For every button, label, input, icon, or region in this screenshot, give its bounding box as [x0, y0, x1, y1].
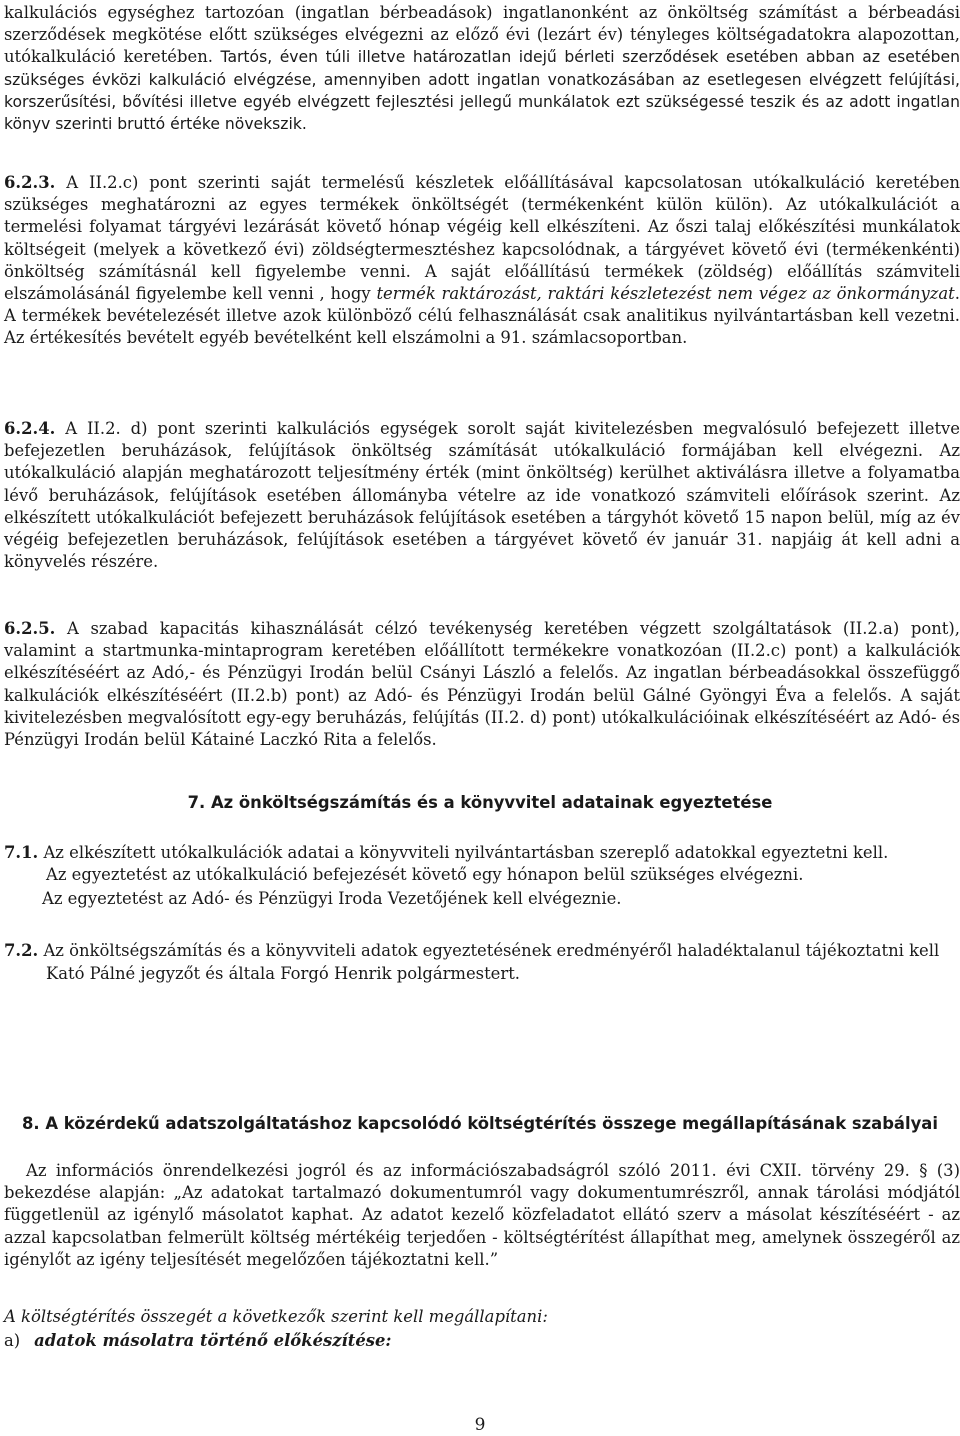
- section-6-2-3: [4, 172, 960, 350]
- intro-text-part-b: Tartós, éven túli illetve határozatlan idejű bérleti szerződések esetében abban az esetében szükséges évközi kalkuláció elvégzése, amennyiben adott ingatlan vonatkozásában az esetlegesen elvégzett felújítási, korszerűsítési, bővítési illetve egyéb elvégzett fejlesztési jellegű munkálatok ezt szükségessé teszik és az adott ingatlan könyv szerinti bruttó értéke növekszik.: [4, 48, 960, 134]
- section-text: A II.2. d) pont szerinti kalkulációs egységek sorolt saját kivitelezésben megvalósuló befejezett illetve befejezetlen beruházások, felújítások önköltség számítását utókalkuláció formájában kell elvégezni. Az utókalkuláció alapján meghatározott teljesítmény érték (mint önköltség) kerülhet aktiválásra illetve a folyamatba lévő beruházások, felújítások esetében állományba vételre az ide vonatkozó számviteli előírások szerint. Az elkészített utókalkulációt befejezett beruházások felújítások esetében a tárgyhót követő 15 napon belül, míg az év végéig befejezetlen beruházások, felújítások esetében a tárgyévet követő év január 31. napjáig át kell adni a könyvelés részére.: [4, 419, 960, 572]
- paragraph-section-8: Az információs önrendelkezési jogról és az információszabadságról szóló 2011. évi CXII. törvény 29. § (3) bekezdése alapján: „Az adatokat tartalmazó dokumentumról vagy dokumentumrészről, annak tárolási módjától függetlenül az igénylő másolatot kaphat. Az adatot kezelő közfeladatot ellátó szerv a másolat készítéséért - az azzal kapcsolatban felmerült költség mértékéig terjedően - költségtérítést állapíthat meg, amelynek összegéről az igénylőt az igény teljesítését megelőzően tájékoztatni kell.”: [4, 1161, 960, 1269]
- section-text: A szabad kapacitás kihasználását célzó tevékenység keretében végzett szolgáltatások (II.2.a) pont), valamint a startmunka-mintaprogram keretében előállított termékekre vonatkozóan (II.2.c) pont) a kalkulációk elkészítéséért az Adó,- és Pénzügyi Irodán belül Csányi László a felelős. Az ingatlan bérbeadásokkal összefüggő kalkulációk elkészítéséért (II.2.b) pont) az Adó- és Pénzügyi Irodán belül Gálné Gyöngyi Éva a felelős. A saját kivitelezésben megvalósított egy-egy beruházás, felújítás (II.2. d) pont) utókalkulációinak elkészítéséért az Adó- és Pénzügyi Irodán belül Kátainé Laczkó Rita a felelős.: [4, 619, 960, 750]
- section-italic-text: termék raktározást, raktári készletezést nem végez az önkormányzat: [376, 284, 955, 304]
- heading-section-7: 7. Az önköltségszámítás és a könyvvitel adatainak egyeztetése: [187, 793, 773, 812]
- section-7-2-line-2: Kató Pálné jegyzőt és általa Forgó Henrik polgármestert.: [46, 964, 520, 983]
- list-marker: a): [4, 1331, 21, 1350]
- section-7-1-line-2: Az egyeztetést az utókalkuláció befejezését követő egy hónapon belül szükséges elvégezni.: [46, 865, 804, 884]
- intro-text-part-a: kalkulációs egységhez tartozóan (ingatlan bérbeadások) ingatlanonként az önköltség számítást a bérbeadási szerződések megkötése előtt szükséges elvégezni az előző évi (lezárt év) tényleges költségadatokra alapozottan, utókalkuláció keretében.: [4, 3, 960, 67]
- section-text: A II.2.c) pont szerinti saját termelésű készletek előállításával kapcsolatosan utókalkuláció keretében szükséges meghatározni az egyes termékek önköltségét (termékenként külön külön). Az utókalkulációt a termelési folyamat tárgyévi lezárását követő hónap végéig kell elkészíteni. Az őszi talaj előkészítési munkálatok költségeit (melyek a következő évi) zöldségtermesztéshez kapcsolódnak, a tárgyévet követő évi (termékenkénti) önköltség számításnál kell figyelembe venni. A saját előállítású termékek (zöldség) előállítás számviteli elszámolásánál figyelembe kell venni , hogy: [4, 173, 960, 304]
- section-number: 6.2.3.: [4, 173, 56, 192]
- paragraph-intro: [4, 2, 960, 135]
- section-7-1-line-1: [4, 842, 888, 864]
- section-number: 7.2.: [4, 941, 39, 960]
- section-6-2-5: [4, 618, 960, 751]
- section-text: Az elkészített utókalkulációk adatai a könyvviteli nyilvántartásban szereplő adatokkal egyeztetni kell.: [38, 843, 889, 862]
- heading-section-8: 8. A közérdekű adatszolgáltatáshoz kapcsolódó költségtérítés összege megállapításának szabályai: [22, 1114, 938, 1133]
- section-6-2-4: [4, 418, 960, 573]
- page-number: 9: [474, 1415, 486, 1435]
- section-number: 7.1.: [4, 843, 39, 862]
- section-number: 6.2.5.: [4, 619, 56, 638]
- section-7-2-line-1: [4, 940, 939, 962]
- section-number: 6.2.4.: [4, 419, 56, 438]
- italic-instruction: A költségtérítés összegét a következők szerint kell megállapítani:: [4, 1307, 548, 1326]
- section-7-1-line-3: Az egyeztetést az Adó- és Pénzügyi Iroda Vezetőjének kell elvégeznie.: [42, 889, 622, 908]
- list-item-label: adatok másolatra történő előkészítése:: [34, 1331, 392, 1350]
- list-item-a: [4, 1330, 391, 1352]
- section-text-end: . A termékek bevételezését illetve azok különböző célú felhasználását csak analitikus nyilvántartásban kell vezetni. Az értékesítés bevételt egyéb bevételként kell elszámolni a 91. számlacsoportban.: [4, 284, 960, 348]
- section-text: Az önköltségszámítás és a könyvviteli adatok egyeztetésének eredményéről haladéktalanul tájékoztatni kell: [38, 941, 940, 960]
